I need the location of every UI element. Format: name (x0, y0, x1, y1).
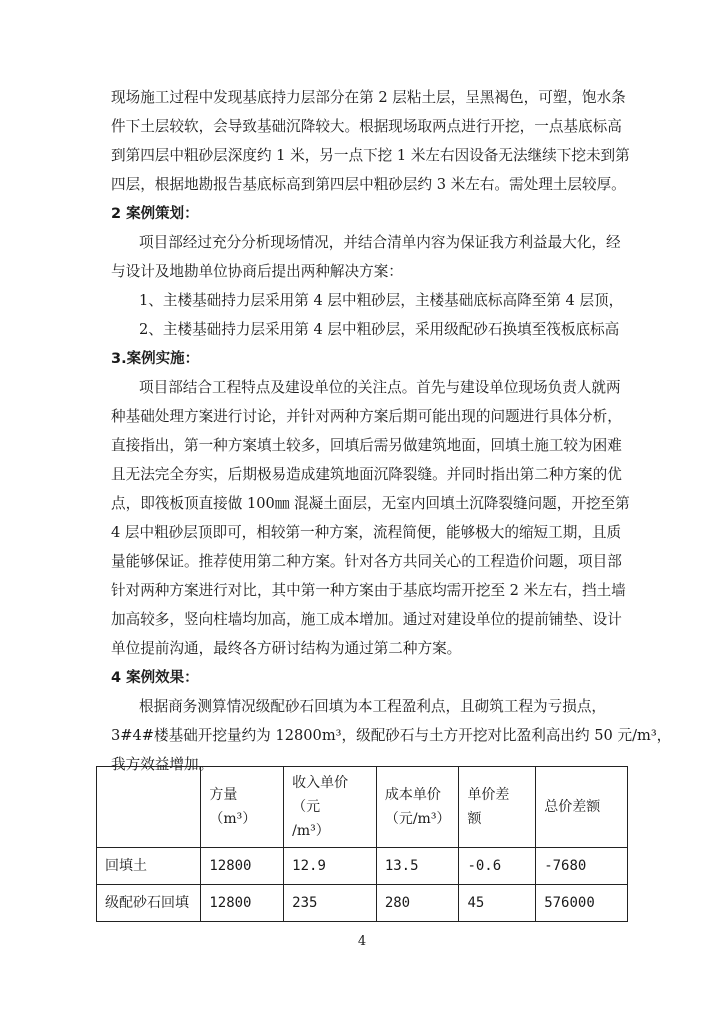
cell-price-diff: -0.6 (459, 848, 536, 885)
cell-cost-price: 13.5 (376, 848, 459, 885)
header-unit-price-diff: 单价差 额 (459, 767, 536, 848)
p3-line-4: 且无法完全夯实，后期极易造成建筑地面沉降裂缝。并同时指出第二种方案的优 (111, 466, 622, 483)
p3-line-8: 针对两种方案进行对比，其中第一种方案由于基底均需开挖至 2 米左右，挡土墙 (111, 582, 626, 599)
p3-line-3: 直接指出，第一种方案填土较多，回填后需另做建筑地面，回填土施工较为困难 (111, 437, 622, 454)
p3-line-1: 项目部结合工程特点及建设单位的关注点。首先与建设单位现场负责人就两 (139, 379, 621, 396)
cell-item: 回填土 (97, 848, 201, 885)
table-header-row (97, 767, 628, 848)
table-row (97, 848, 628, 885)
header-income-unit-price: 收入单价（元 /m³） (284, 767, 377, 848)
p1-line-1: 现场施工过程中发现基底持力层部分在第 2 层粘土层，呈黑褐色，可塑，饱水条 (111, 89, 626, 106)
p4-line-3: 我方效益增加。 (111, 756, 214, 773)
page-number: 4 (357, 934, 367, 949)
cell-total-diff: 576000 (536, 885, 628, 922)
option-2: 2、主楼基础持力层采用第 4 层中粗砂层，采用级配砂石换填至筏板底标高 (139, 321, 620, 338)
cell-volume: 12800 (201, 885, 284, 922)
p3-line-7: 量能够保证。推荐使用第二种方案。针对各方共同关心的工程造价问题，项目部 (111, 553, 622, 570)
section-heading-3: 3.案例实施： (111, 351, 200, 367)
cell-item: 级配砂石回填 (97, 885, 201, 922)
header-total-diff: 总价差额 (536, 767, 628, 848)
cost-comparison-table (96, 766, 628, 922)
p2-line-1: 项目部经过充分分析现场情况，并结合清单内容为保证我方利益最大化，经 (139, 234, 621, 251)
p3-line-2: 种基础处理方案进行讨论，并针对两种方案后期可能出现的问题进行具体分析， (111, 408, 622, 425)
cell-income-price: 235 (284, 885, 377, 922)
header-empty-cell (97, 767, 201, 848)
p4-line-2: 3#4#楼基础开挖量约为 12800m³，级配砂石与土方开挖对比盈利高出约 50 元/m³， (111, 727, 672, 744)
p3-line-6: 4 层中粗砂层顶即可，相较第一种方案，流程简便，能够极大的缩短工期，且质 (111, 524, 622, 541)
cell-volume: 12800 (201, 848, 284, 885)
cell-cost-price: 280 (376, 885, 459, 922)
p1-line-2: 件下土层较软，会导致基础沉降较大。根据现场取两点进行开挖，一点基底标高 (111, 118, 622, 135)
table-row (97, 885, 628, 922)
p1-line-3: 到第四层中粗砂层深度约 1 米，另一点下挖 1 米左右因设备无法继续下挖未到第 (111, 147, 630, 164)
p3-line-10: 单位提前沟通，最终各方研讨结构为通过第二种方案。 (111, 640, 462, 657)
header-cost-unit-price: 成本单价 （元/m³） (376, 767, 459, 848)
section-heading-4: 4 案例效果： (111, 670, 199, 686)
section-heading-2: 2 案例策划： (111, 206, 199, 222)
p3-line-9: 加高较多，竖向柱墙均加高，施工成本增加。通过对建设单位的提前铺垫、设计 (111, 611, 622, 628)
header-volume: 方量（m³） (201, 767, 284, 848)
cell-total-diff: -7680 (536, 848, 628, 885)
option-1: 1、主楼基础持力层采用第 4 层中粗砂层，主楼基础底标高降至第 4 层顶， (139, 292, 624, 309)
cell-income-price: 12.9 (284, 848, 377, 885)
p3-line-5: 点，即筏板顶直接做 100㎜ 混凝土面层，无室内回填土沉降裂缝问题，开挖至第 (111, 495, 630, 512)
cell-price-diff: 45 (459, 885, 536, 922)
p4-line-1: 根据商务测算情况级配砂石回填为本工程盈利点，且砌筑工程为亏损点， (139, 698, 607, 715)
p2-line-2: 与设计及地勘单位协商后提出两种解决方案： (111, 263, 403, 280)
p1-line-4: 四层，根据地勘报告基底标高到第四层中粗砂层约 3 米左右。需处理土层较厚。 (111, 176, 626, 193)
